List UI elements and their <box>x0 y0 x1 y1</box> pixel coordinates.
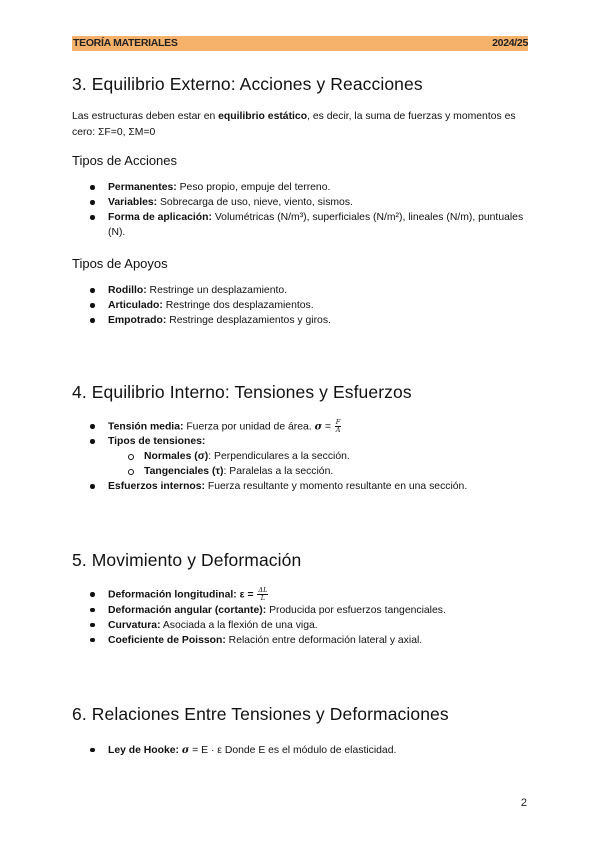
apoyos-title: Tipos de Apoyos <box>72 256 168 271</box>
list-item: Variables: Sobrecarga de uso, nieve, viento, sismos. <box>72 195 528 210</box>
list-item: Forma de aplicación: Volumétricas (N/m³), superficiales (N/m²), lineales (N/m), puntuales (N). <box>72 210 528 240</box>
list-item: Tipos de tensiones: <box>72 434 528 449</box>
list-item: Esfuerzos internos: Fuerza resultante y momento resultante en una sección. <box>72 479 528 494</box>
list-item: Articulado: Restringe dos desplazamientos. <box>72 298 528 313</box>
sub-list-item: Normales (σ): Perpendiculares a la sección. <box>72 449 528 464</box>
tension-fraction: $\frac{F}{A}$ <box>335 418 341 434</box>
sub-list-item: Tangenciales (τ): Paralelas a la sección. <box>72 464 528 479</box>
section-6-list <box>72 743 528 758</box>
page-content <box>72 72 528 758</box>
section-5-list <box>72 587 528 647</box>
section-4-title: 4. Equilibrio Interno: Tensiones y Esfuerzos <box>72 382 412 402</box>
acciones-title: Tipos de Acciones <box>72 153 178 168</box>
section-5-title: 5. Movimiento y Deformación <box>72 550 302 571</box>
list-item: Deformación longitudinal: ε = $\frac{\Delta L}{L}$ <box>72 587 528 602</box>
list-item: Ley de Hooke: σ = E · ε Donde E es el módulo de elasticidad. <box>72 743 528 758</box>
acciones-list <box>72 180 528 240</box>
list-item: Deformación angular (cortante): Producida por esfuerzos tangenciales. <box>72 603 528 618</box>
header-year: 2024/25 <box>492 37 528 49</box>
apoyos-list <box>72 283 528 328</box>
header-course-title: TEORÍA MATERIALES <box>73 37 178 49</box>
page-number: 2 <box>520 797 527 809</box>
strain-fraction: $\frac{\Delta L}{L}$ <box>258 586 268 603</box>
list-item: Curvatura: Asociada a la flexión de una viga. <box>72 618 528 633</box>
list-item: Tensión media: Fuerza por unidad de área. σ = $\frac{F}{A}$ <box>72 419 528 434</box>
list-item: Permanentes: Peso propio, empuje del terreno. <box>72 180 528 195</box>
section-6-title: 6. Relaciones Entre Tensiones y Deformaciones <box>72 703 449 724</box>
list-item: Rodillo: Restringe un desplazamiento. <box>72 283 528 298</box>
section-3-intro: Las estructuras deben estar en equilibrio estático, es decir, la suma de fuerzas y momentos es cero: ΣF=0, ΣM=0 <box>72 111 516 138</box>
list-item: Empotrado: Restringe desplazamientos y giros. <box>72 313 528 328</box>
section-3-title: 3. Equilibrio Externo: Acciones y Reacciones <box>72 74 423 94</box>
section-4-list <box>72 419 528 494</box>
list-item: Coeficiente de Poisson: Relación entre deformación lateral y axial. <box>72 633 528 648</box>
